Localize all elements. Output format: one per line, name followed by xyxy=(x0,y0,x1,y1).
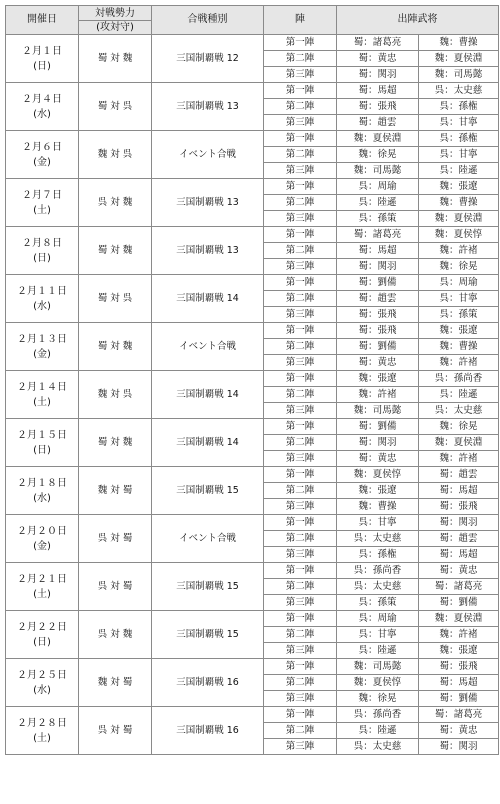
general-cell: 蜀：馬超 xyxy=(337,243,419,259)
general-cell: 蜀：関羽 xyxy=(337,259,419,275)
general-cell: 呉：周瑜 xyxy=(337,179,419,195)
general-cell: 蜀：趙雲 xyxy=(337,291,419,307)
general-cell: 蜀：関羽 xyxy=(419,739,499,755)
weekday-text: (水) xyxy=(33,300,51,312)
stage-cell: 第一陣 xyxy=(264,563,337,579)
weekday-text: (日) xyxy=(33,636,51,648)
header-date: 開催日 xyxy=(6,6,79,35)
general-cell: 呉：太史慈 xyxy=(419,403,499,419)
weekday-text: (水) xyxy=(33,684,51,696)
battle-type-cell: 三国制覇戦 12 xyxy=(152,35,264,83)
date-text: ２月１８日 xyxy=(17,477,67,489)
matchup-cell: 呉 対 魏 xyxy=(79,611,152,659)
matchup-cell: 呉 対 魏 xyxy=(79,179,152,227)
general-cell: 魏：張遼 xyxy=(337,371,419,387)
general-cell: 呉：孫策 xyxy=(419,307,499,323)
general-cell: 蜀：張飛 xyxy=(337,99,419,115)
date-text: ２月２１日 xyxy=(17,573,67,585)
date-text: ２月２５日 xyxy=(17,669,67,681)
stage-cell: 第三陣 xyxy=(264,211,337,227)
general-cell: 魏：曹操 xyxy=(419,195,499,211)
table-row xyxy=(6,83,499,99)
general-cell: 呉：孫権 xyxy=(337,547,419,563)
general-cell: 魏：曹操 xyxy=(419,339,499,355)
general-cell: 蜀：黄忠 xyxy=(337,451,419,467)
header-stage: 陣 xyxy=(264,6,337,35)
date-text: ２月７日 xyxy=(22,189,62,201)
general-cell: 魏：許褚 xyxy=(419,627,499,643)
general-cell: 呉：太史慈 xyxy=(337,739,419,755)
stage-cell: 第二陣 xyxy=(264,339,337,355)
date-text: ２月２８日 xyxy=(17,717,67,729)
stage-cell: 第一陣 xyxy=(264,371,337,387)
battle-type-cell: 三国制覇戦 15 xyxy=(152,563,264,611)
general-cell: 魏：張遼 xyxy=(419,643,499,659)
weekday-text: (土) xyxy=(33,204,51,216)
stage-cell: 第三陣 xyxy=(264,67,337,83)
general-cell: 蜀：諸葛亮 xyxy=(337,35,419,51)
general-cell: 呉：甘寧 xyxy=(419,147,499,163)
general-cell: 呉：太史慈 xyxy=(337,579,419,595)
header-row xyxy=(6,6,499,35)
table-body xyxy=(6,35,499,755)
general-cell: 蜀：張飛 xyxy=(419,499,499,515)
stage-cell: 第三陣 xyxy=(264,163,337,179)
stage-cell: 第二陣 xyxy=(264,99,337,115)
stage-cell: 第三陣 xyxy=(264,307,337,323)
general-cell: 呉：孫策 xyxy=(337,595,419,611)
stage-cell: 第三陣 xyxy=(264,739,337,755)
general-cell: 呉：孫策 xyxy=(337,211,419,227)
battle-type-cell: イベント合戦 xyxy=(152,515,264,563)
general-cell: 魏：曹操 xyxy=(337,499,419,515)
general-cell: 魏：許褚 xyxy=(337,387,419,403)
stage-cell: 第三陣 xyxy=(264,547,337,563)
general-cell: 魏：曹操 xyxy=(419,35,499,51)
general-cell: 魏：夏侯淵 xyxy=(419,611,499,627)
general-cell: 魏：徐晃 xyxy=(419,259,499,275)
date-cell xyxy=(6,275,79,323)
general-cell: 魏：夏侯惇 xyxy=(337,675,419,691)
matchup-cell: 魏 対 呉 xyxy=(79,371,152,419)
table-row xyxy=(6,35,499,51)
table-row xyxy=(6,419,499,435)
date-text: ２月１５日 xyxy=(17,429,67,441)
matchup-cell: 蜀 対 呉 xyxy=(79,83,152,131)
general-cell: 蜀：張飛 xyxy=(337,323,419,339)
general-cell: 呉：周瑜 xyxy=(419,275,499,291)
general-cell: 蜀：劉備 xyxy=(419,691,499,707)
general-cell: 呉：甘寧 xyxy=(419,291,499,307)
matchup-cell: 蜀 対 魏 xyxy=(79,227,152,275)
weekday-text: (水) xyxy=(33,108,51,120)
header-sides xyxy=(79,6,152,35)
general-cell: 蜀：劉備 xyxy=(337,419,419,435)
table-row xyxy=(6,275,499,291)
date-cell xyxy=(6,131,79,179)
general-cell: 呉：孫尚香 xyxy=(337,563,419,579)
stage-cell: 第二陣 xyxy=(264,531,337,547)
general-cell: 呉：甘寧 xyxy=(337,515,419,531)
battle-type-cell: 三国制覇戦 14 xyxy=(152,371,264,419)
general-cell: 呉：陸遜 xyxy=(337,195,419,211)
stage-cell: 第三陣 xyxy=(264,451,337,467)
stage-cell: 第二陣 xyxy=(264,291,337,307)
battle-type-cell: 三国制覇戦 13 xyxy=(152,83,264,131)
weekday-text: (日) xyxy=(33,60,51,72)
general-cell: 魏：張遼 xyxy=(337,483,419,499)
table-row xyxy=(6,227,499,243)
date-cell xyxy=(6,323,79,371)
date-cell xyxy=(6,419,79,467)
general-cell: 呉：陸遜 xyxy=(337,723,419,739)
general-cell: 蜀：趙雲 xyxy=(419,467,499,483)
matchup-cell: 魏 対 蜀 xyxy=(79,659,152,707)
table-row xyxy=(6,707,499,723)
matchup-cell: 蜀 対 魏 xyxy=(79,35,152,83)
date-cell xyxy=(6,611,79,659)
table-row xyxy=(6,323,499,339)
date-cell xyxy=(6,83,79,131)
general-cell: 蜀：黄忠 xyxy=(419,563,499,579)
stage-cell: 第二陣 xyxy=(264,51,337,67)
stage-cell: 第三陣 xyxy=(264,691,337,707)
matchup-cell: 蜀 対 呉 xyxy=(79,275,152,323)
general-cell: 呉：陸遜 xyxy=(419,387,499,403)
general-cell: 魏：許褚 xyxy=(419,243,499,259)
general-cell: 蜀：趙雲 xyxy=(419,531,499,547)
matchup-cell: 魏 対 呉 xyxy=(79,131,152,179)
stage-cell: 第一陣 xyxy=(264,467,337,483)
stage-cell: 第三陣 xyxy=(264,259,337,275)
general-cell: 蜀：諸葛亮 xyxy=(419,579,499,595)
general-cell: 蜀：馬超 xyxy=(337,83,419,99)
weekday-text: (土) xyxy=(33,588,51,600)
general-cell: 魏：徐晃 xyxy=(337,147,419,163)
table-header xyxy=(6,6,499,35)
general-cell: 呉：孫尚香 xyxy=(337,707,419,723)
header-generals: 出陣武将 xyxy=(337,6,499,35)
general-cell: 蜀：馬超 xyxy=(419,547,499,563)
battle-type-cell: 三国制覇戦 15 xyxy=(152,611,264,659)
date-cell xyxy=(6,467,79,515)
date-text: ２月８日 xyxy=(22,237,62,249)
general-cell: 呉：孫尚香 xyxy=(419,371,499,387)
table-row xyxy=(6,467,499,483)
general-cell: 呉：甘寧 xyxy=(419,115,499,131)
general-cell: 魏：許褚 xyxy=(419,355,499,371)
stage-cell: 第二陣 xyxy=(264,243,337,259)
battle-type-cell: 三国制覇戦 14 xyxy=(152,275,264,323)
matchup-cell: 魏 対 蜀 xyxy=(79,467,152,515)
stage-cell: 第一陣 xyxy=(264,275,337,291)
weekday-text: (金) xyxy=(33,348,51,360)
stage-cell: 第一陣 xyxy=(264,515,337,531)
general-cell: 魏：徐晃 xyxy=(419,419,499,435)
general-cell: 魏：夏侯惇 xyxy=(337,467,419,483)
stage-cell: 第三陣 xyxy=(264,499,337,515)
general-cell: 蜀：黄忠 xyxy=(337,51,419,67)
table-row xyxy=(6,659,499,675)
date-text: ２月４日 xyxy=(22,93,62,105)
stage-cell: 第二陣 xyxy=(264,387,337,403)
date-cell xyxy=(6,227,79,275)
stage-cell: 第一陣 xyxy=(264,707,337,723)
stage-cell: 第一陣 xyxy=(264,83,337,99)
header-type: 合戦種別 xyxy=(152,6,264,35)
general-cell: 呉：孫権 xyxy=(419,131,499,147)
table-row xyxy=(6,131,499,147)
date-cell xyxy=(6,563,79,611)
weekday-text: (日) xyxy=(33,444,51,456)
battle-type-cell: イベント合戦 xyxy=(152,131,264,179)
stage-cell: 第二陣 xyxy=(264,627,337,643)
stage-cell: 第二陣 xyxy=(264,675,337,691)
general-cell: 魏：司馬懿 xyxy=(337,403,419,419)
general-cell: 魏：夏侯淵 xyxy=(337,131,419,147)
date-cell xyxy=(6,179,79,227)
table-row xyxy=(6,611,499,627)
battle-type-cell: 三国制覇戦 13 xyxy=(152,227,264,275)
general-cell: 魏：司馬懿 xyxy=(419,67,499,83)
stage-cell: 第一陣 xyxy=(264,611,337,627)
general-cell: 蜀：劉備 xyxy=(337,275,419,291)
general-cell: 魏：夏侯淵 xyxy=(419,51,499,67)
stage-cell: 第一陣 xyxy=(264,659,337,675)
date-text: ２月１日 xyxy=(22,45,62,57)
matchup-cell: 蜀 対 魏 xyxy=(79,323,152,371)
date-text: ２月１４日 xyxy=(17,381,67,393)
general-cell: 魏：司馬懿 xyxy=(337,163,419,179)
general-cell: 蜀：諸葛亮 xyxy=(337,227,419,243)
date-text: ２月６日 xyxy=(22,141,62,153)
stage-cell: 第三陣 xyxy=(264,403,337,419)
general-cell: 蜀：劉備 xyxy=(337,339,419,355)
stage-cell: 第二陣 xyxy=(264,579,337,595)
table-row xyxy=(6,563,499,579)
date-text: ２月２０日 xyxy=(17,525,67,537)
general-cell: 呉：陸遜 xyxy=(419,163,499,179)
general-cell: 蜀：黄忠 xyxy=(337,355,419,371)
weekday-text: (土) xyxy=(33,396,51,408)
stage-cell: 第一陣 xyxy=(264,35,337,51)
general-cell: 蜀：黄忠 xyxy=(419,723,499,739)
general-cell: 魏：張遼 xyxy=(419,323,499,339)
general-cell: 魏：夏侯淵 xyxy=(419,435,499,451)
general-cell: 呉：太史慈 xyxy=(419,83,499,99)
date-cell xyxy=(6,35,79,83)
header-sides-bottom: (攻対守) xyxy=(96,21,134,33)
date-cell xyxy=(6,515,79,563)
general-cell: 呉：陸遜 xyxy=(337,643,419,659)
stage-cell: 第三陣 xyxy=(264,595,337,611)
stage-cell: 第一陣 xyxy=(264,227,337,243)
table-row xyxy=(6,179,499,195)
battle-schedule-table xyxy=(5,5,499,755)
date-text: ２月１３日 xyxy=(17,333,67,345)
battle-type-cell: 三国制覇戦 16 xyxy=(152,659,264,707)
general-cell: 魏：夏侯淵 xyxy=(419,211,499,227)
stage-cell: 第一陣 xyxy=(264,131,337,147)
general-cell: 蜀：関羽 xyxy=(337,67,419,83)
stage-cell: 第一陣 xyxy=(264,179,337,195)
stage-cell: 第三陣 xyxy=(264,115,337,131)
stage-cell: 第二陣 xyxy=(264,147,337,163)
stage-cell: 第二陣 xyxy=(264,435,337,451)
matchup-cell: 蜀 対 魏 xyxy=(79,419,152,467)
general-cell: 魏：許褚 xyxy=(419,451,499,467)
weekday-text: (金) xyxy=(33,156,51,168)
general-cell: 蜀：関羽 xyxy=(419,515,499,531)
weekday-text: (土) xyxy=(33,732,51,744)
general-cell: 蜀：馬超 xyxy=(419,483,499,499)
date-text: ２月２２日 xyxy=(17,621,67,633)
table-row xyxy=(6,515,499,531)
table-row xyxy=(6,371,499,387)
general-cell: 呉：孫権 xyxy=(419,99,499,115)
stage-cell: 第二陣 xyxy=(264,195,337,211)
stage-cell: 第二陣 xyxy=(264,723,337,739)
general-cell: 蜀：馬超 xyxy=(419,675,499,691)
date-text: ２月１１日 xyxy=(17,285,67,297)
date-cell xyxy=(6,659,79,707)
general-cell: 蜀：張飛 xyxy=(419,659,499,675)
stage-cell: 第二陣 xyxy=(264,483,337,499)
date-cell xyxy=(6,707,79,755)
battle-type-cell: 三国制覇戦 16 xyxy=(152,707,264,755)
general-cell: 蜀：関羽 xyxy=(337,435,419,451)
weekday-text: (日) xyxy=(33,252,51,264)
battle-type-cell: 三国制覇戦 13 xyxy=(152,179,264,227)
matchup-cell: 呉 対 蜀 xyxy=(79,515,152,563)
general-cell: 呉：太史慈 xyxy=(337,531,419,547)
general-cell: 魏：夏侯惇 xyxy=(419,227,499,243)
general-cell: 蜀：趙雲 xyxy=(337,115,419,131)
stage-cell: 第三陣 xyxy=(264,643,337,659)
stage-cell: 第三陣 xyxy=(264,355,337,371)
general-cell: 魏：張遼 xyxy=(419,179,499,195)
general-cell: 蜀：諸葛亮 xyxy=(419,707,499,723)
general-cell: 呉：甘寧 xyxy=(337,627,419,643)
weekday-text: (水) xyxy=(33,492,51,504)
stage-cell: 第一陣 xyxy=(264,323,337,339)
general-cell: 呉：周瑜 xyxy=(337,611,419,627)
general-cell: 蜀：張飛 xyxy=(337,307,419,323)
matchup-cell: 呉 対 蜀 xyxy=(79,707,152,755)
battle-type-cell: 三国制覇戦 14 xyxy=(152,419,264,467)
date-cell xyxy=(6,371,79,419)
general-cell: 魏：司馬懿 xyxy=(337,659,419,675)
header-sides-top: 対戦勢力 xyxy=(79,7,151,21)
stage-cell: 第一陣 xyxy=(264,419,337,435)
battle-type-cell: 三国制覇戦 15 xyxy=(152,467,264,515)
battle-type-cell: イベント合戦 xyxy=(152,323,264,371)
general-cell: 蜀：劉備 xyxy=(419,595,499,611)
general-cell: 魏：徐晃 xyxy=(337,691,419,707)
matchup-cell: 呉 対 蜀 xyxy=(79,563,152,611)
weekday-text: (金) xyxy=(33,540,51,552)
